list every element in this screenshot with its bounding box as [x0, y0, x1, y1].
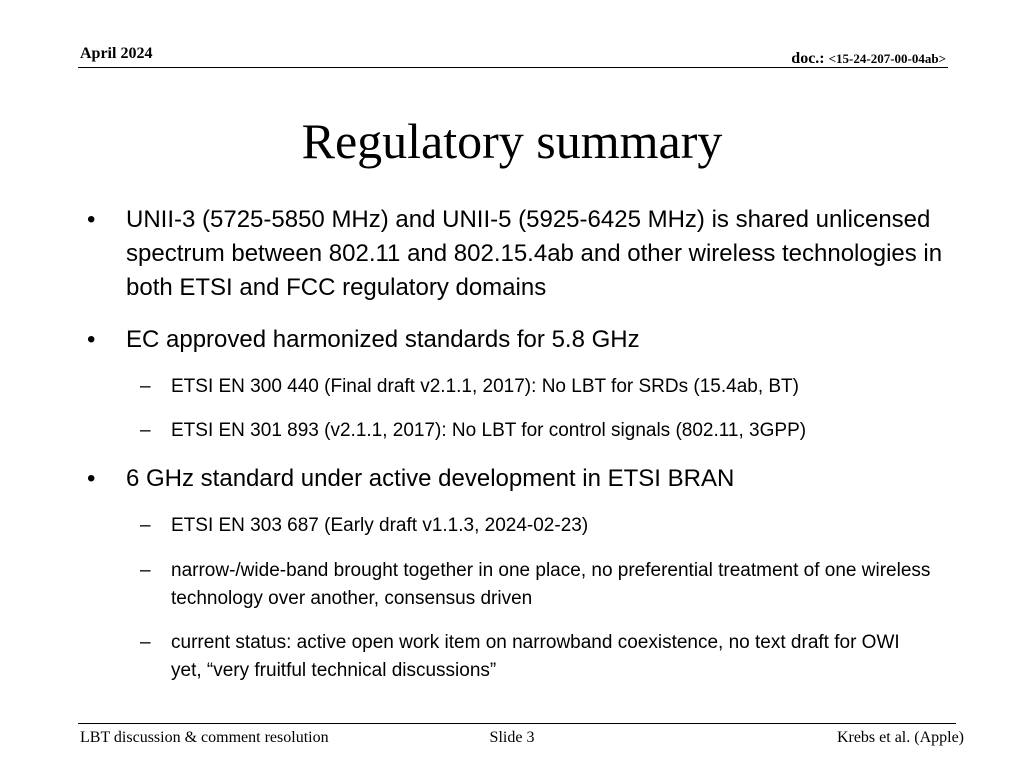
sub-bullet-marker: –	[140, 515, 151, 536]
sub-bullet-text: narrow-/wide-band brought together in one place, no preferential treatment of one wireless technology over another, consensus driven	[171, 560, 931, 609]
bullet-text: EC approved harmonized standards for 5.8 GHz	[126, 326, 640, 353]
header-date: April 2024	[80, 45, 153, 62]
sub-bullet-item	[140, 557, 940, 613]
bullet-text: UNII-3 (5725-5850 MHz) and UNII-5 (5925-6425 MHz) is shared unlicensed spectrum between 802.11 and 802.15.4ab and other wireless technologies in both ETSI and FCC regulatory domains	[126, 206, 943, 301]
sub-bullet-text: ETSI EN 300 440 (Final draft v2.1.1, 2017): No LBT for SRDs (15.4ab, BT)	[171, 376, 799, 397]
header-divider	[78, 67, 948, 68]
bullet-marker: •	[87, 465, 96, 492]
sub-bullet-item	[140, 417, 940, 445]
bullet-text: 6 GHz standard under active development in ETSI BRAN	[126, 465, 735, 492]
sub-bullet-marker: –	[140, 420, 151, 441]
sub-bullet-item	[140, 512, 940, 540]
sub-bullet-text: current status: active open work item on narrowband coexistence, no text draft for OWI yet, “very fruitful technical discussions”	[171, 632, 900, 681]
header-doc-label: doc.:	[791, 50, 829, 67]
slide-title: Regulatory summary	[301, 113, 723, 169]
sub-bullet-text: ETSI EN 301 893 (v2.1.1, 2017): No LBT for control signals (802.11, 3GPP)	[171, 420, 807, 441]
bullet-item	[82, 203, 942, 305]
footer-slide-number: Slide 3	[489, 729, 535, 746]
sub-bullet-marker: –	[140, 632, 151, 653]
bullet-item	[82, 462, 942, 496]
header-doc-number: <15-24-207-00-04ab>	[828, 51, 946, 66]
bullet-marker: •	[87, 206, 96, 233]
sub-bullet-marker: –	[140, 376, 151, 397]
footer-divider	[78, 723, 956, 724]
sub-bullet-text: ETSI EN 303 687 (Early draft v1.1.3, 2024-02-23)	[171, 515, 589, 536]
footer-topic: LBT discussion & comment resolution	[80, 729, 329, 746]
bullet-marker: •	[87, 326, 96, 353]
bullet-item	[82, 323, 942, 357]
header-doc-id	[791, 50, 946, 68]
sub-bullet-item	[140, 373, 940, 401]
sub-bullet-item	[140, 629, 940, 685]
footer-authors: Krebs et al. (Apple)	[836, 729, 964, 746]
sub-bullet-marker: –	[140, 560, 151, 581]
